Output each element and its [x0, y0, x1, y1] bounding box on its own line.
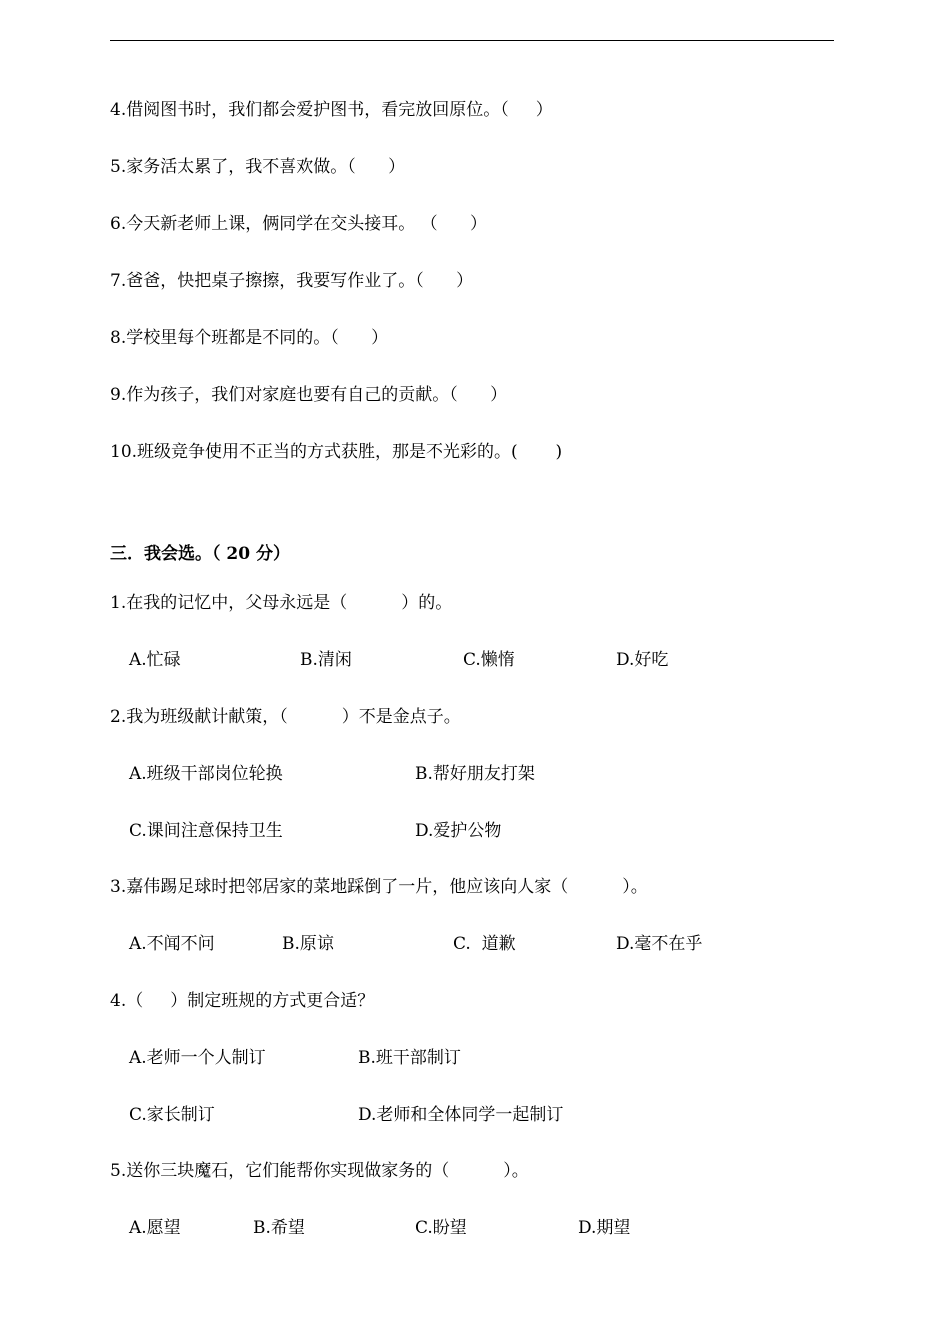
question-5-stem: 5.送你三块魔石，它们能帮你实现做家务的（ ）。 [110, 1161, 529, 1181]
judge-item-5: 5.家务活太累了，我不喜欢做。（ ） [110, 157, 406, 177]
question-3-stem: 3.嘉伟踢足球时把邻居家的菜地踩倒了一片，他应该向人家（ ）。 [110, 877, 648, 897]
question-1-option-d: D.好吃 [616, 650, 669, 670]
question-1-option-b: B.清闲 [300, 650, 352, 670]
question-4-option-b: B.班干部制订 [358, 1048, 461, 1068]
question-1-option-c: C.懒惰 [463, 650, 515, 670]
question-3-option-a: A.不闻不问 [129, 934, 215, 954]
question-3-option-c: C. 道歉 [453, 934, 516, 954]
question-2-stem: 2.我为班级献计献策，（ ）不是金点子。 [110, 707, 461, 727]
question-4-option-c: C.家长制订 [129, 1105, 215, 1125]
question-3-option-b: B.原谅 [282, 934, 334, 954]
section-heading: 三．我会选。（ 20 分） [110, 544, 290, 564]
question-5-option-d: D.期望 [578, 1218, 631, 1238]
question-2-option-d: D.爱护公物 [415, 821, 502, 841]
question-4-option-d: D.老师和全体同学一起制订 [358, 1105, 564, 1125]
judge-item-9: 9.作为孩子，我们对家庭也要有自己的贡献。（ ） [110, 385, 508, 405]
question-5-option-c: C.盼望 [415, 1218, 467, 1238]
question-3-option-d: D.毫不在乎 [616, 934, 703, 954]
question-5-option-a: A.愿望 [129, 1218, 181, 1238]
question-4-stem: 4.（ ）制定班规的方式更合适？ [110, 991, 375, 1011]
question-1-stem: 1.在我的记忆中，父母永远是（ ）的。 [110, 593, 453, 613]
question-2-option-a: A.班级干部岗位轮换 [129, 764, 283, 784]
question-4-option-a: A.老师一个人制订 [129, 1048, 266, 1068]
question-5-option-b: B.希望 [253, 1218, 305, 1238]
question-1-option-a: A.忙碌 [129, 650, 181, 670]
judge-item-4: 4.借阅图书时，我们都会爱护图书，看完放回原位。（ ） [110, 100, 553, 120]
judge-item-10: 10.班级竞争使用不正当的方式获胜，那是不光彩的。( ) [110, 442, 563, 462]
question-2-option-c: C.课间注意保持卫生 [129, 821, 283, 841]
header-rule [110, 40, 834, 41]
judge-item-6: 6.今天新老师上课，俩同学在交头接耳。 （ ） [110, 214, 488, 234]
judge-item-7: 7.爸爸，快把桌子擦擦，我要写作业了。（ ） [110, 271, 474, 291]
question-2-option-b: B.帮好朋友打架 [415, 764, 535, 784]
judge-item-8: 8.学校里每个班都是不同的。（ ） [110, 328, 389, 348]
